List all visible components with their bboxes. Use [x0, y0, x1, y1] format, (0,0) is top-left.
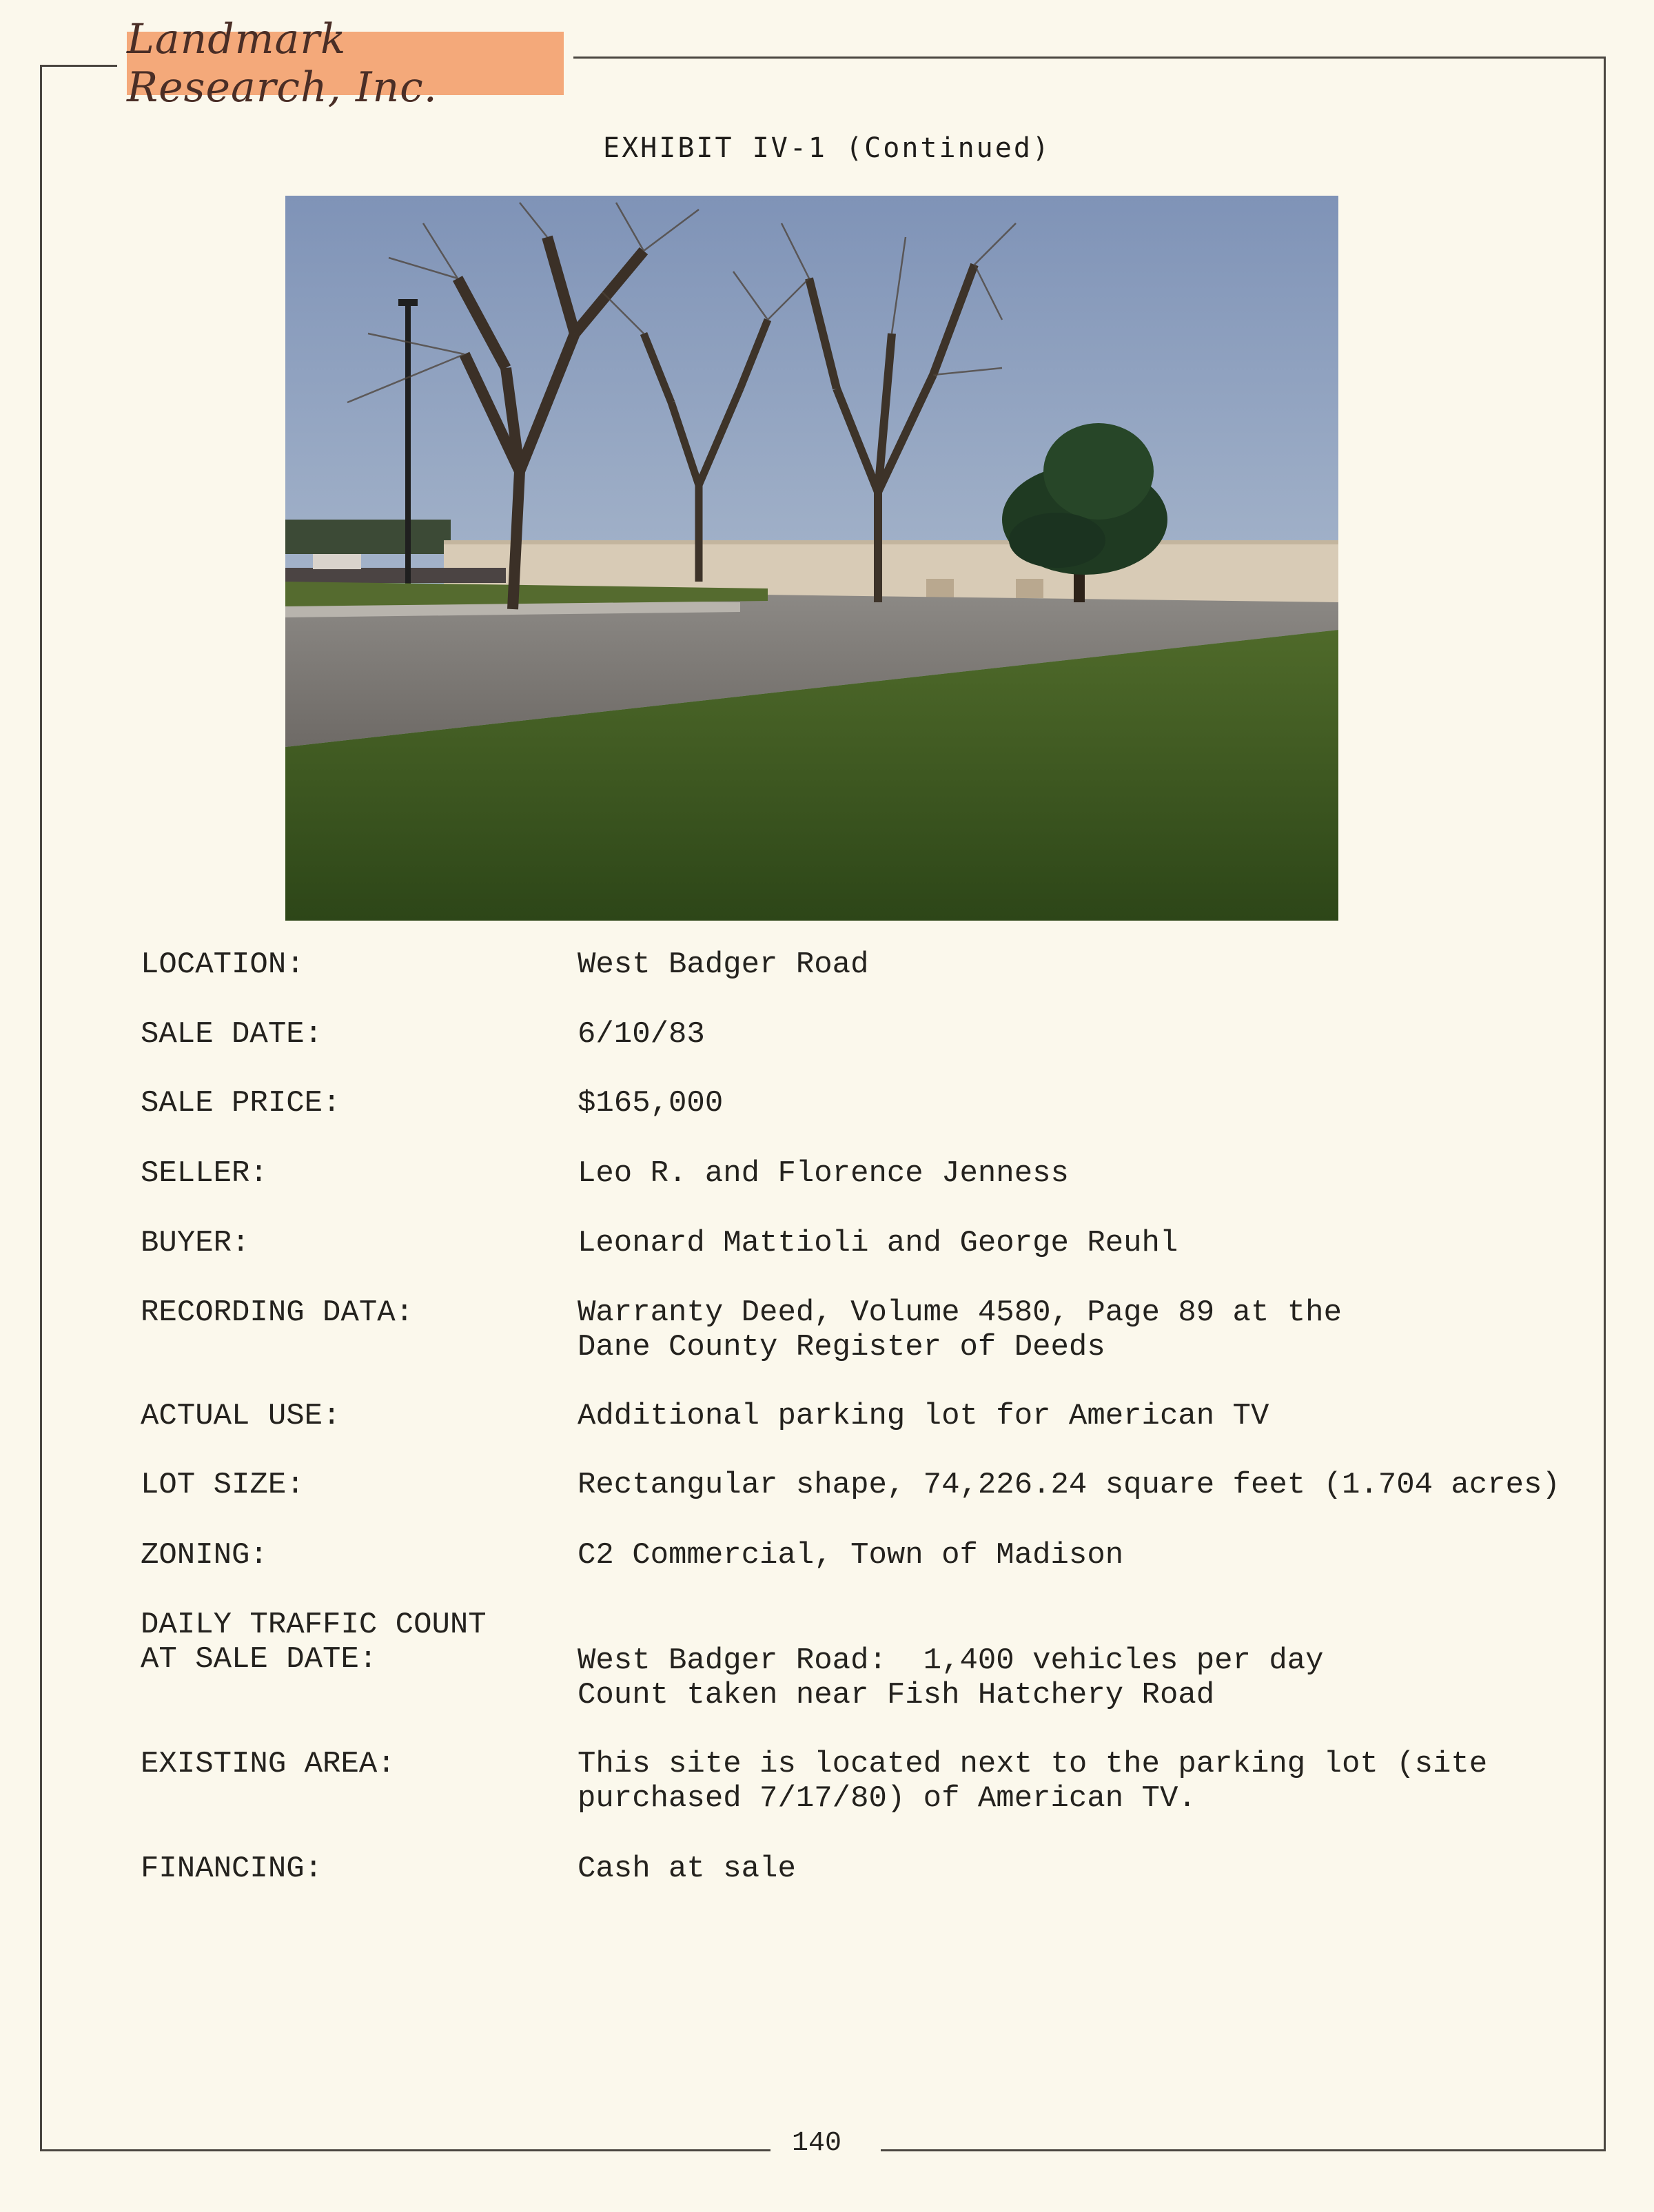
label-financing: FINANCING:	[141, 1852, 323, 1886]
label-recording-data: RECORDING DATA:	[141, 1296, 414, 1330]
value-traffic-count-line1: West Badger Road: 1,400 vehicles per day	[578, 1643, 1324, 1678]
exhibit-title: EXHIBIT IV-1 (Continued)	[603, 132, 1051, 164]
value-existing-area-line1: This site is located next to the parking lot (site	[578, 1747, 1488, 1781]
frame-right	[1604, 57, 1606, 2151]
value-existing-area-line2: purchased 7/17/80) of American TV.	[578, 1781, 1196, 1816]
value-sale-date: 6/10/83	[578, 1017, 705, 1052]
frame-left	[40, 65, 42, 2151]
photograph-parking-lot-trees-icon	[285, 196, 1338, 921]
value-location: West Badger Road	[578, 948, 869, 982]
label-actual-use: ACTUAL USE:	[141, 1399, 341, 1433]
label-existing-area: EXISTING AREA:	[141, 1747, 396, 1781]
frame-top-right	[573, 57, 1606, 59]
value-sale-price: $165,000	[578, 1086, 724, 1120]
site-photograph	[285, 196, 1338, 921]
label-traffic-count-line2: AT SALE DATE:	[141, 1642, 378, 1677]
frame-bottom-right	[881, 2149, 1606, 2151]
value-zoning: C2 Commercial, Town of Madison	[578, 1538, 1124, 1573]
label-location: LOCATION:	[141, 948, 305, 982]
label-sale-price: SALE PRICE:	[141, 1086, 341, 1120]
value-actual-use: Additional parking lot for American TV	[578, 1399, 1269, 1433]
value-seller: Leo R. and Florence Jenness	[578, 1156, 1069, 1191]
frame-top-left	[40, 65, 117, 67]
label-seller: SELLER:	[141, 1156, 268, 1191]
label-traffic-count-line1: DAILY TRAFFIC COUNT	[141, 1608, 487, 1642]
value-recording-data-line2: Dane County Register of Deeds	[578, 1330, 1105, 1364]
label-zoning: ZONING:	[141, 1538, 268, 1573]
page-number: 140	[791, 2128, 841, 2159]
company-name: Landmark Research, Inc.	[127, 15, 438, 112]
company-logo	[127, 15, 564, 112]
value-recording-data-line1: Warranty Deed, Volume 4580, Page 89 at the	[578, 1296, 1342, 1330]
label-lot-size: LOT SIZE:	[141, 1468, 305, 1502]
value-financing: Cash at sale	[578, 1852, 796, 1886]
frame-bottom-left	[40, 2149, 770, 2151]
value-traffic-count-line2: Count taken near Fish Hatchery Road	[578, 1678, 1215, 1712]
value-buyer: Leonard Mattioli and George Reuhl	[578, 1226, 1178, 1260]
label-buyer: BUYER:	[141, 1226, 250, 1260]
label-sale-date: SALE DATE:	[141, 1017, 323, 1052]
value-lot-size: Rectangular shape, 74,226.24 square feet (1.704 acres)	[578, 1468, 1560, 1502]
